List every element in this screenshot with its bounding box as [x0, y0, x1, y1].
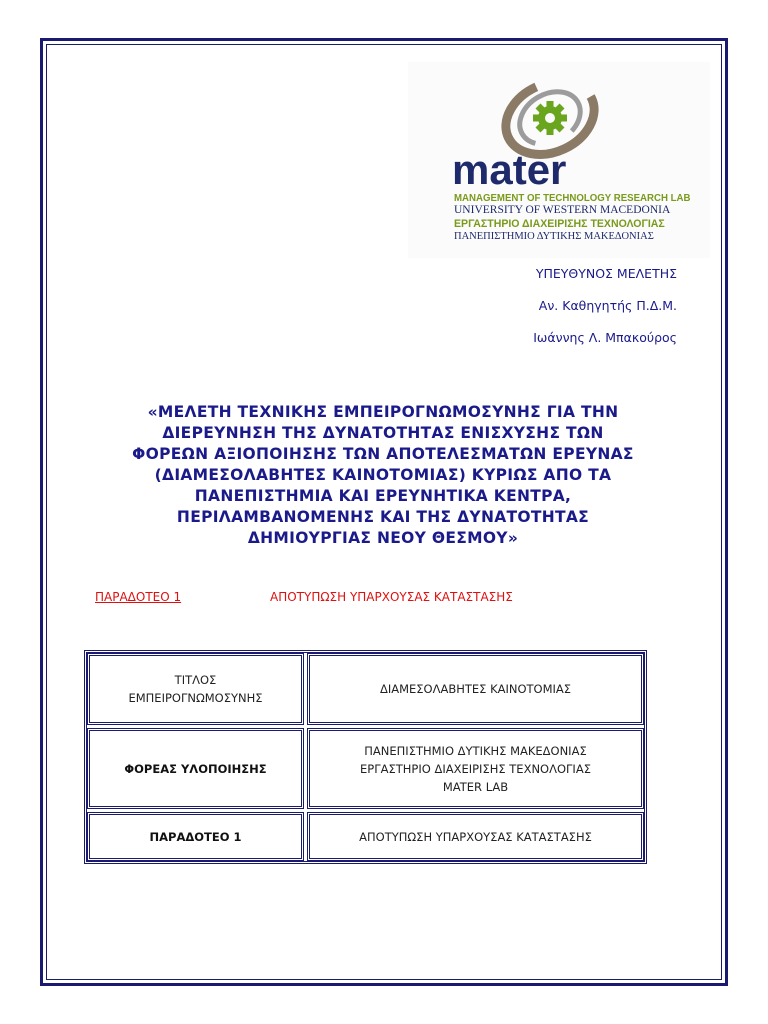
responsible-heading: ΥΠΕΥΘΥΝΟΣ ΜΕΛΕΤΗΣ: [535, 266, 677, 281]
study-title-line: ΠΕΡΙΛΑΜΒΑΝΟΜΕΝΗΣ ΚΑΙ ΤΗΣ ΔΥΝΑΤΟΤΗΤΑΣ: [176, 508, 590, 526]
table-cell-implementer-label: [87, 728, 304, 809]
table-value-text: ΠΑΝΕΠΙΣΤΗΜΙΟ ΔΥΤΙΚΗΣ ΜΑΚΕΔΟΝΙΑΣ: [364, 743, 587, 758]
table-value-text: ΕΡΓΑΣΤΗΡΙΟ ΔΙΑΧΕΙΡΙΣΗΣ ΤΕΧΝΟΛΟΓΙΑΣ: [360, 761, 591, 776]
logo-wordmark: mater: [452, 146, 567, 193]
study-title-line: «ΜΕΛΕΤΗ ΤΕΧΝΙΚΗΣ ΕΜΠΕΙΡΟΓΝΩΜΟΣΥΝΗΣ ΓΙΑ ΤΗΝ: [147, 403, 619, 421]
responsible-name: Ιωάννης Λ. Μπακούρος: [533, 330, 677, 345]
mater-logo: [408, 62, 710, 258]
deliverable-label: ΠΑΡΑΔΟΤΕΟ 1: [95, 590, 182, 604]
study-title-line: (ΔΙΑΜΕΣΟΛΑΒΗΤΕΣ ΚΑΙΝΟΤΟΜΙΑΣ) ΚΥΡΙΩΣ ΑΠΟ ΤΑ: [154, 466, 612, 484]
logo-subtitle-4: ΠΑΝΕΠΙΣΤΗΜΙΟ ΔΥΤΙΚΗΣ ΜΑΚΕΔΟΝΙΑΣ: [454, 231, 654, 242]
table-cell-deliverable-label: [87, 812, 304, 861]
study-title-line: ΠΑΝΕΠΙΣΤΗΜΙΑ ΚΑΙ ΕΡΕΥΝΗΤΙΚΑ ΚΕΝΤΡΑ,: [194, 487, 572, 505]
table-label-text: ΠΑΡΑΔΟΤΕΟ 1: [149, 829, 242, 844]
responsible-title: Αν. Καθηγητής Π.Δ.Μ.: [538, 298, 677, 313]
study-title: [60, 402, 706, 549]
logo-subtitle-1: MANAGEMENT OF TECHNOLOGY RESEARCH LAB: [454, 192, 691, 204]
logo-subtitle-2: UNIVERSITY OF WESTERN MACEDONIA: [454, 204, 671, 216]
study-title-line: ΦΟΡΕΩΝ ΑΞΙΟΠΟΙΗΣΗΣ ΤΩΝ ΑΠΟΤΕΛΕΣΜΑΤΩΝ ΕΡΕΥΝΑΣ: [132, 445, 634, 463]
table-label-text: ΦΟΡΕΑΣ ΥΛΟΠΟΙΗΣΗΣ: [124, 761, 267, 776]
table-cell-deliverable-value: [307, 812, 644, 861]
table-label-text: ΕΜΠΕΙΡΟΓΝΩΜΟΣΥΝΗΣ: [128, 691, 263, 705]
deliverable-title: ΑΠΟΤΥΠΩΣΗ ΥΠΑΡΧΟΥΣΑΣ ΚΑΤΑΣΤΑΣΗΣ: [270, 590, 513, 604]
logo-subtitle-3: ΕΡΓΑΣΤΗΡΙΟ ΔΙΑΧΕΙΡΙΣΗΣ ΤΕΧΝΟΛΟΓΙΑΣ: [454, 218, 665, 230]
table-label-text: ΤΙΤΛΟΣ: [174, 673, 217, 687]
table-cell-title-value: [307, 653, 644, 725]
table-value-text: ΔΙΑΜΕΣΟΛΑΒΗΤΕΣ ΚΑΙΝΟΤΟΜΙΑΣ: [379, 682, 572, 696]
table-cell-implementer-value: [307, 728, 644, 809]
study-title-line: ΔΙΕΡΕΥΝΗΣΗ ΤΗΣ ΔΥΝΑΤΟΤΗΤΑΣ ΕΝΙΣΧΥΣΗΣ ΤΩΝ: [162, 424, 604, 442]
study-title-line: ΔΗΜΙΟΥΡΓΙΑΣ ΝΕΟΥ ΘΕΣΜΟΥ»: [247, 529, 519, 547]
table-value-text: ΑΠΟΤΥΠΩΣΗ ΥΠΑΡΧΟΥΣΑΣ ΚΑΤΑΣΤΑΣΗΣ: [359, 829, 592, 844]
table-cell-title-label: [87, 653, 304, 725]
table-value-text: MATER LAB: [442, 779, 509, 794]
